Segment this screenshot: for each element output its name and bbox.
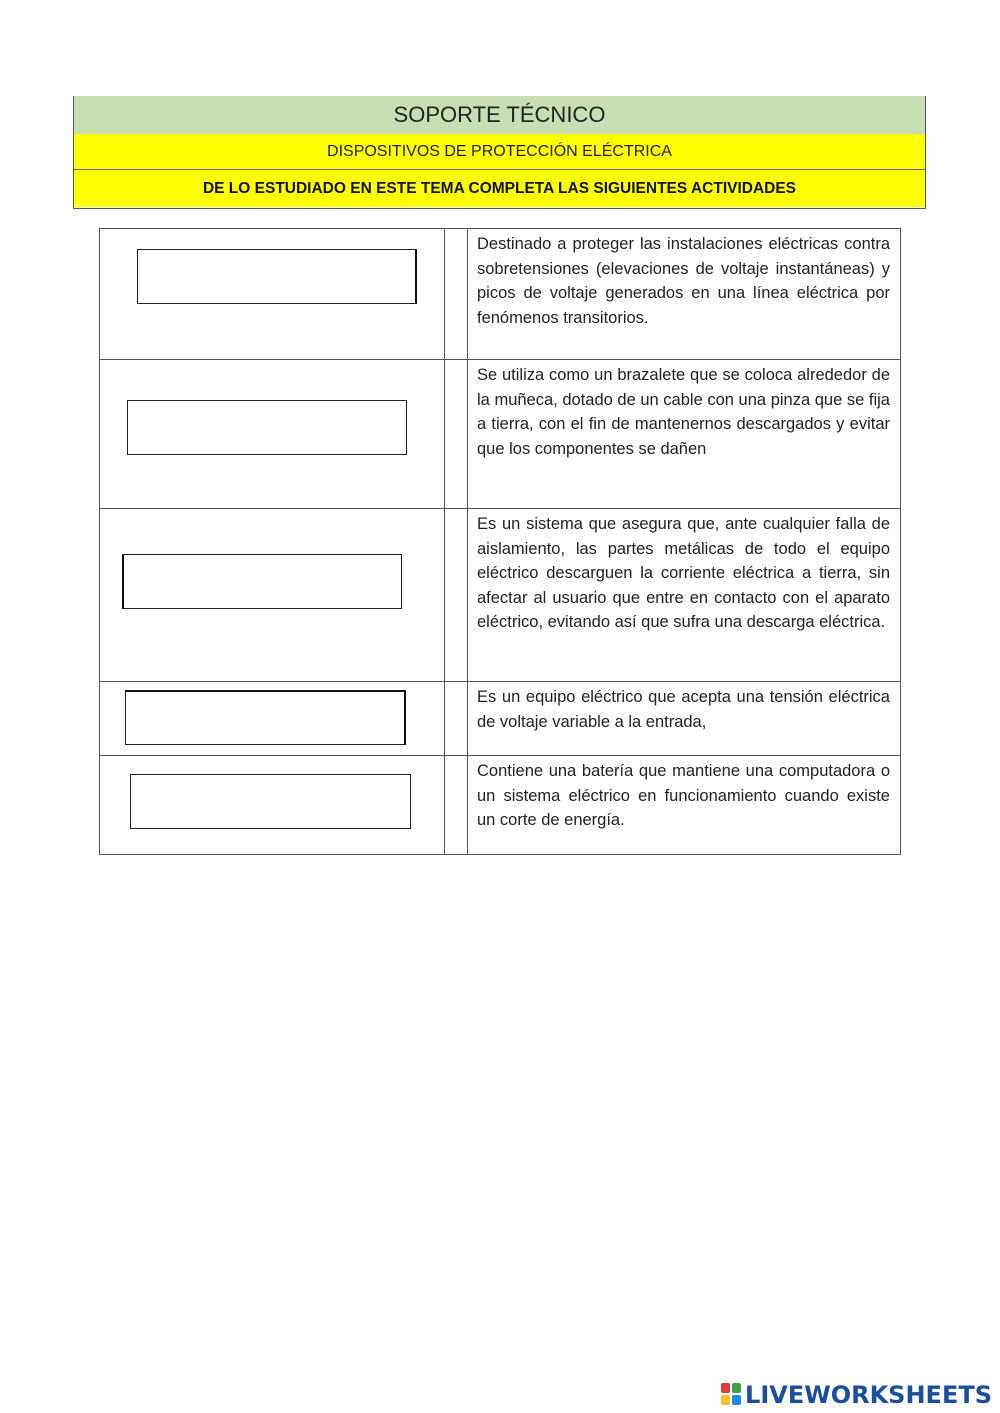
answer-cell [100, 229, 445, 360]
spacer-cell [445, 229, 468, 360]
description-text: Es un equipo eléctrico que acepta una tensión eléctrica de voltaje variable a la entrada, [477, 688, 890, 731]
page-subtitle: DISPOSITIVOS DE PROTECCIÓN ELÉCTRICA [74, 134, 925, 170]
answer-input-4[interactable] [125, 690, 406, 745]
description-cell [468, 360, 901, 509]
table-row [100, 360, 901, 509]
answer-input-5[interactable] [130, 774, 411, 829]
liveworksheets-logo-icon [721, 1383, 743, 1407]
liveworksheets-logo [721, 1380, 992, 1410]
answer-input-2[interactable] [127, 400, 407, 455]
description-cell [468, 229, 901, 360]
brand-name: LIVEWORKSHEETS [745, 1381, 992, 1409]
description-text: Se utiliza como un brazalete que se coloca alrededor de la muñeca, dotado de un cable con una pinza que se fija a tierra, con el fin de mantenernos descargados y evitar que los componentes se dañen [477, 366, 890, 458]
answer-cell [100, 756, 445, 855]
description-text: Destinado a proteger las instalaciones eléctricas contra sobretensiones (elevaciones de voltaje instantáneas) y picos de voltaje generados en una línea eléctrica por fenómenos transitorios. [477, 235, 890, 327]
answer-cell [100, 682, 445, 756]
worksheet-header [73, 96, 926, 209]
instruction-text: DE LO ESTUDIADO EN ESTE TEMA COMPLETA LAS SIGUIENTES ACTIVIDADES [74, 170, 925, 207]
spacer-cell [445, 360, 468, 509]
table-row [100, 509, 901, 682]
description-cell [468, 682, 901, 756]
table-row [100, 682, 901, 756]
spacer-cell [445, 756, 468, 855]
description-text: Contiene una batería que mantiene una computadora o un sistema eléctrico en funcionamiento cuando existe un corte de energía. [477, 762, 890, 829]
spacer-cell [445, 682, 468, 756]
activity-table [99, 228, 901, 855]
page-title: SOPORTE TÉCNICO [74, 96, 925, 134]
answer-cell [100, 509, 445, 682]
spacer-cell [445, 509, 468, 682]
table-row [100, 756, 901, 855]
description-cell [468, 509, 901, 682]
table-row [100, 229, 901, 360]
description-cell [468, 756, 901, 855]
answer-cell [100, 360, 445, 509]
description-text: Es un sistema que asegura que, ante cualquier falla de aislamiento, las partes metálicas de todo el equipo eléctrico descarguen la corriente eléctrica a tierra, sin afectar al usuario que entre en contacto con el aparato eléctrico, evitando así que sufra una descarga eléctrica. [477, 515, 890, 631]
answer-input-1[interactable] [137, 249, 417, 304]
answer-input-3[interactable] [122, 554, 402, 609]
